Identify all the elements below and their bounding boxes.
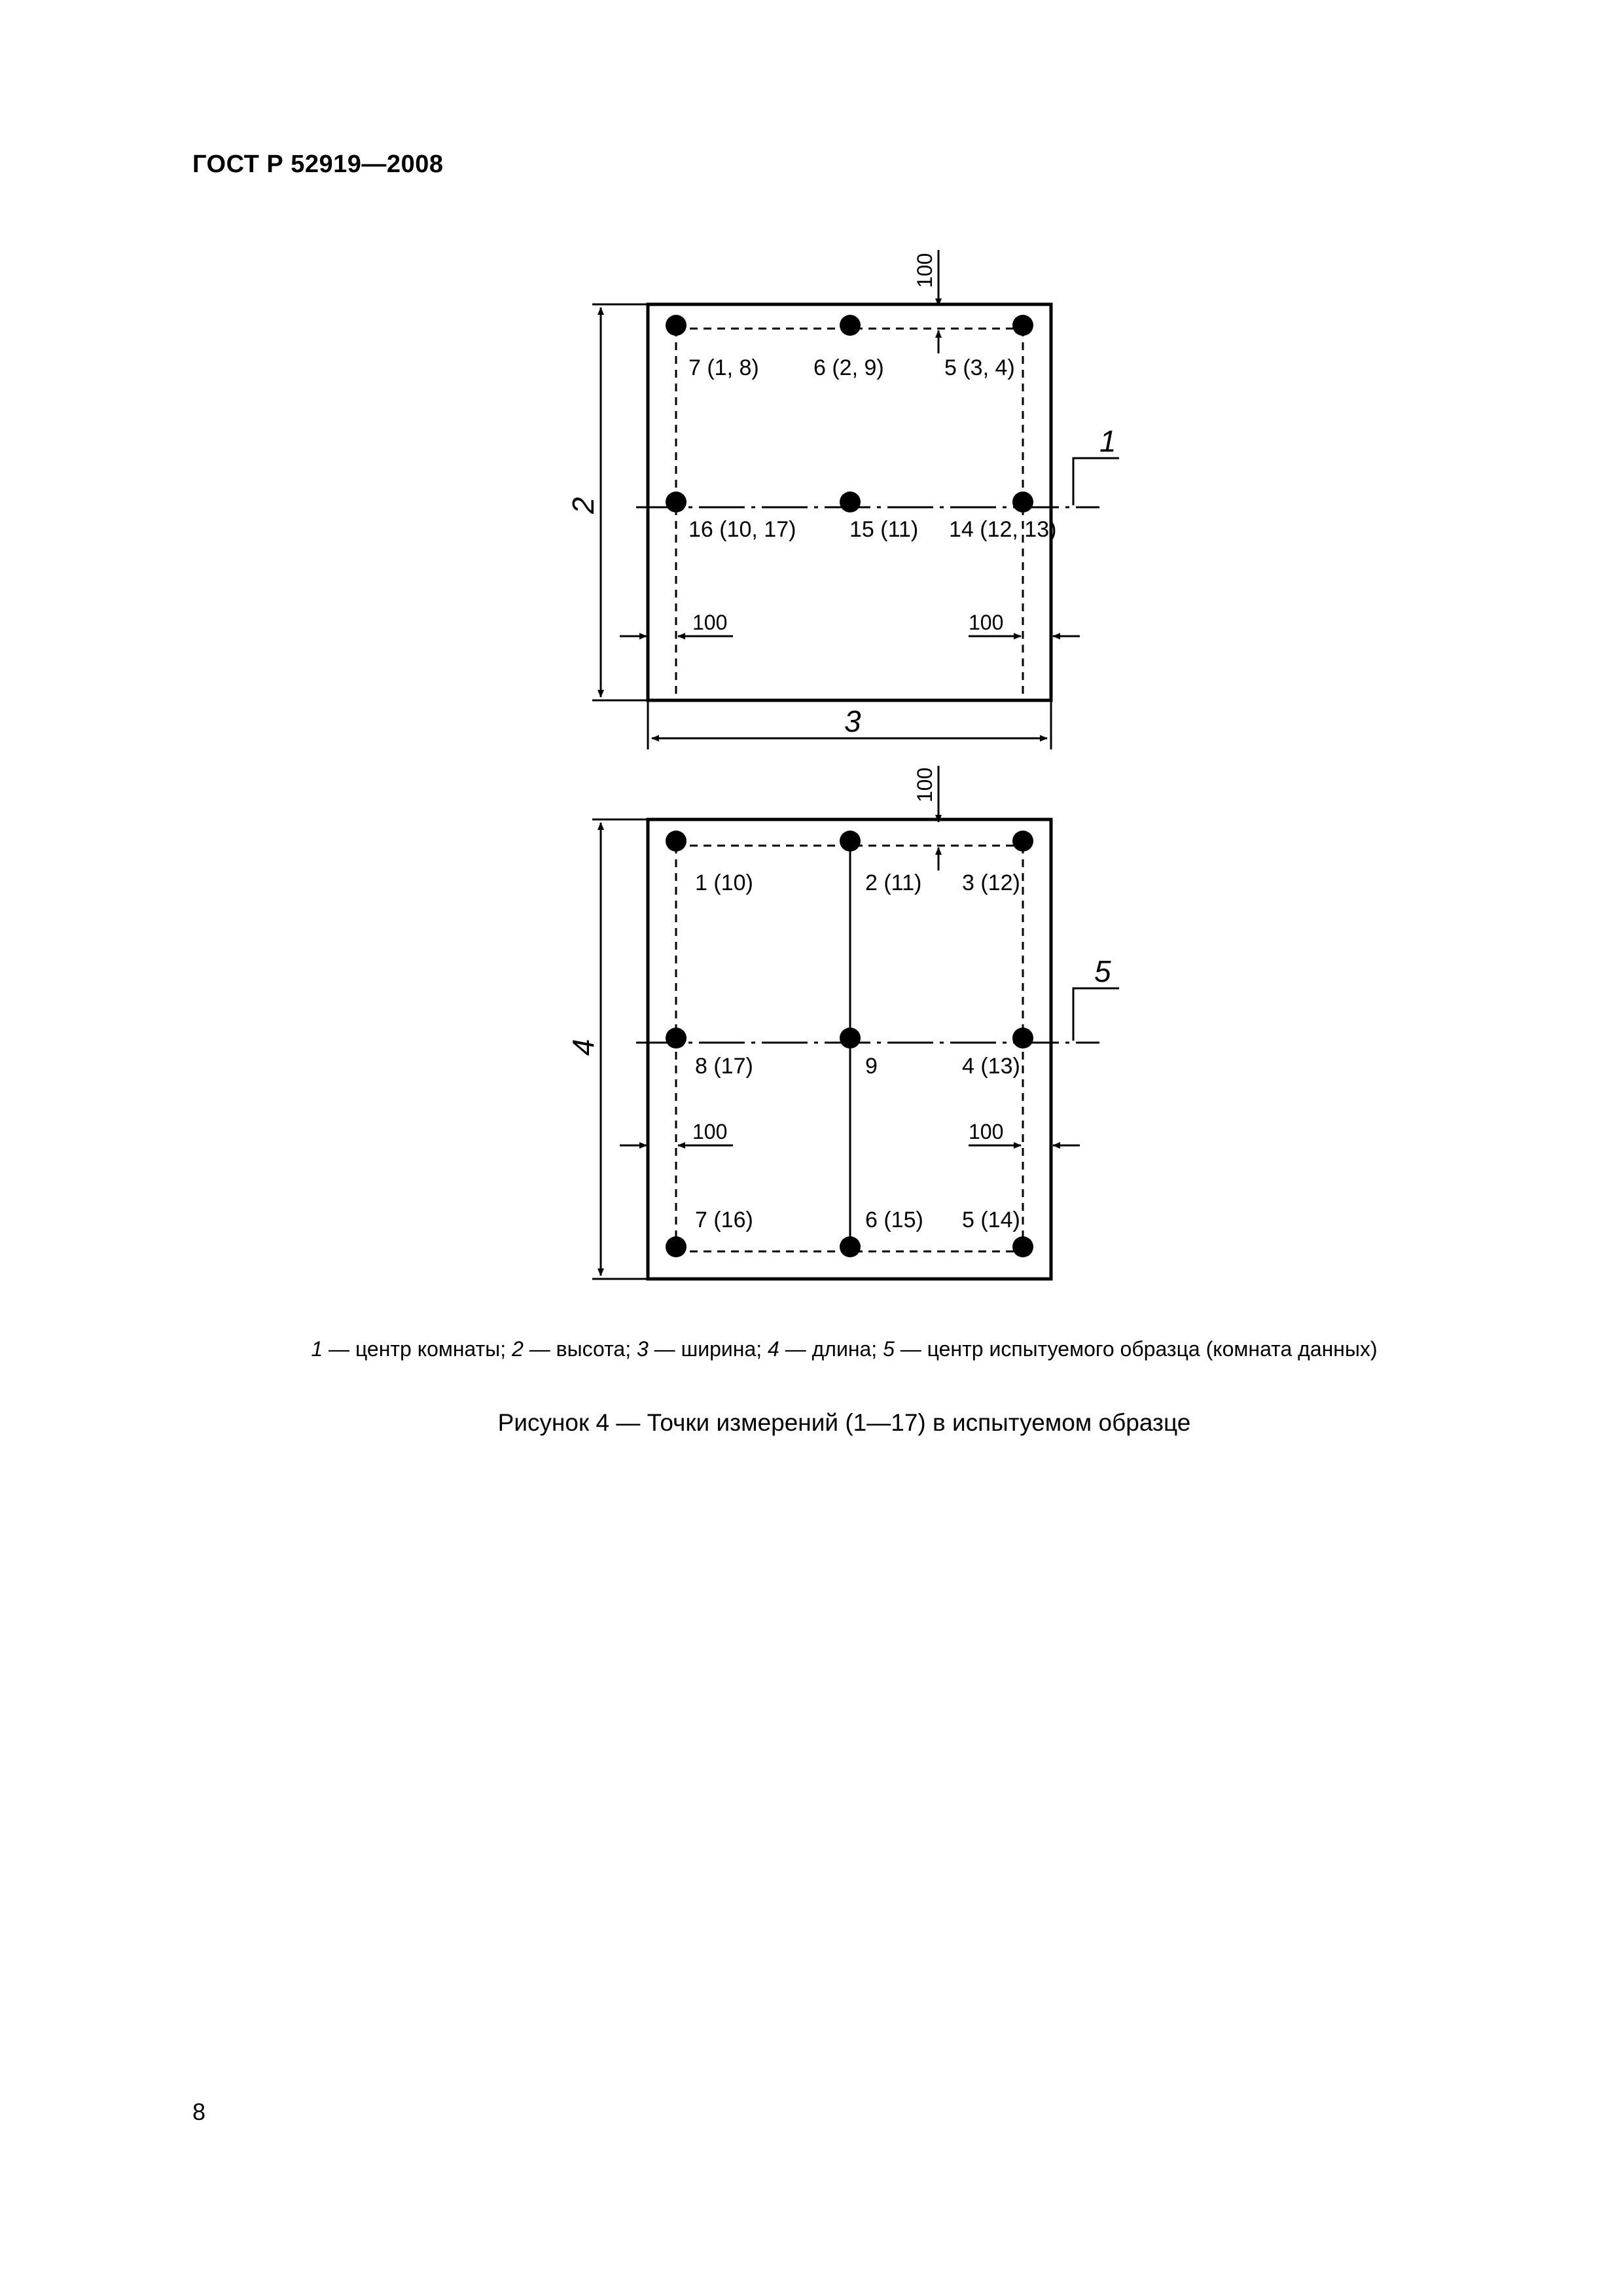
dimension-label: 100 <box>692 611 728 634</box>
point-marker <box>666 492 687 512</box>
point-label: 16 (10, 17) <box>688 517 796 542</box>
legend-text: — ширина; <box>648 1337 768 1361</box>
length-callout: 4 <box>566 1039 600 1056</box>
point-label: 8 (17) <box>695 1054 753 1079</box>
point-marker <box>666 1028 687 1049</box>
point-label: 4 (13) <box>962 1054 1020 1079</box>
dimension-label: 100 <box>692 1120 728 1143</box>
point-marker <box>666 831 687 852</box>
point-marker <box>1012 315 1033 336</box>
legend-text: — центр испытуемого образца (комната данных) <box>894 1337 1378 1361</box>
sample-center-leader <box>1073 988 1119 1041</box>
point-label: 9 <box>865 1054 878 1079</box>
figure-caption: Рисунок 4 — Точки измерений (1—17) в испытуемом образце <box>497 1409 1191 1436</box>
point-label: 7 (16) <box>695 1208 753 1232</box>
point-marker <box>1012 1028 1033 1049</box>
legend-key: 5 <box>883 1337 895 1361</box>
point-label: 3 (12) <box>962 870 1020 895</box>
point-label: 6 (2, 9) <box>813 355 884 380</box>
legend-key: 4 <box>768 1337 779 1361</box>
document-header: ГОСТ Р 52919—2008 <box>192 151 444 178</box>
height-callout: 2 <box>566 497 600 514</box>
point-label: 14 (12, 13) <box>949 517 1057 542</box>
point-label: 1 (10) <box>695 870 753 895</box>
legend-key: 3 <box>636 1337 649 1361</box>
dimension-label: 100 <box>913 253 936 288</box>
point-marker <box>1012 492 1033 512</box>
point-marker <box>840 831 861 852</box>
legend-text: — высота; <box>523 1337 637 1361</box>
bottom-diagram <box>566 766 1119 1279</box>
figure-legend <box>0 1337 1623 1361</box>
dimension-label: 100 <box>969 611 1004 634</box>
point-marker <box>666 1236 687 1257</box>
point-label: 6 (15) <box>865 1208 923 1232</box>
center-line-leader <box>1073 458 1119 505</box>
sample-center-callout: 5 <box>1094 954 1111 988</box>
point-marker <box>840 492 861 512</box>
legend-key: 1 <box>311 1337 323 1361</box>
center-line-leader <box>1073 458 1116 505</box>
page-number: 8 <box>192 2098 206 2125</box>
point-label: 7 (1, 8) <box>688 355 759 380</box>
point-label: 2 (11) <box>865 870 922 895</box>
point-marker <box>840 1028 861 1049</box>
point-marker <box>666 315 687 336</box>
legend-text: — центр комнаты; <box>323 1337 512 1361</box>
legend-key: 2 <box>512 1337 524 1361</box>
width-callout: 3 <box>844 704 861 738</box>
point-label: 15 (11) <box>849 517 919 542</box>
point-label: 5 (3, 4) <box>944 355 1015 380</box>
point-label: 5 (14) <box>962 1208 1020 1232</box>
point-marker <box>840 1236 861 1257</box>
legend-text: — длина; <box>779 1337 883 1361</box>
point-marker <box>1012 1236 1033 1257</box>
dimension-label: 100 <box>913 767 936 802</box>
center-line-callout: 1 <box>1099 424 1116 458</box>
top-diagram <box>566 250 1119 749</box>
dimension-label: 100 <box>969 1120 1004 1143</box>
point-marker <box>1012 831 1033 852</box>
point-marker <box>840 315 861 336</box>
